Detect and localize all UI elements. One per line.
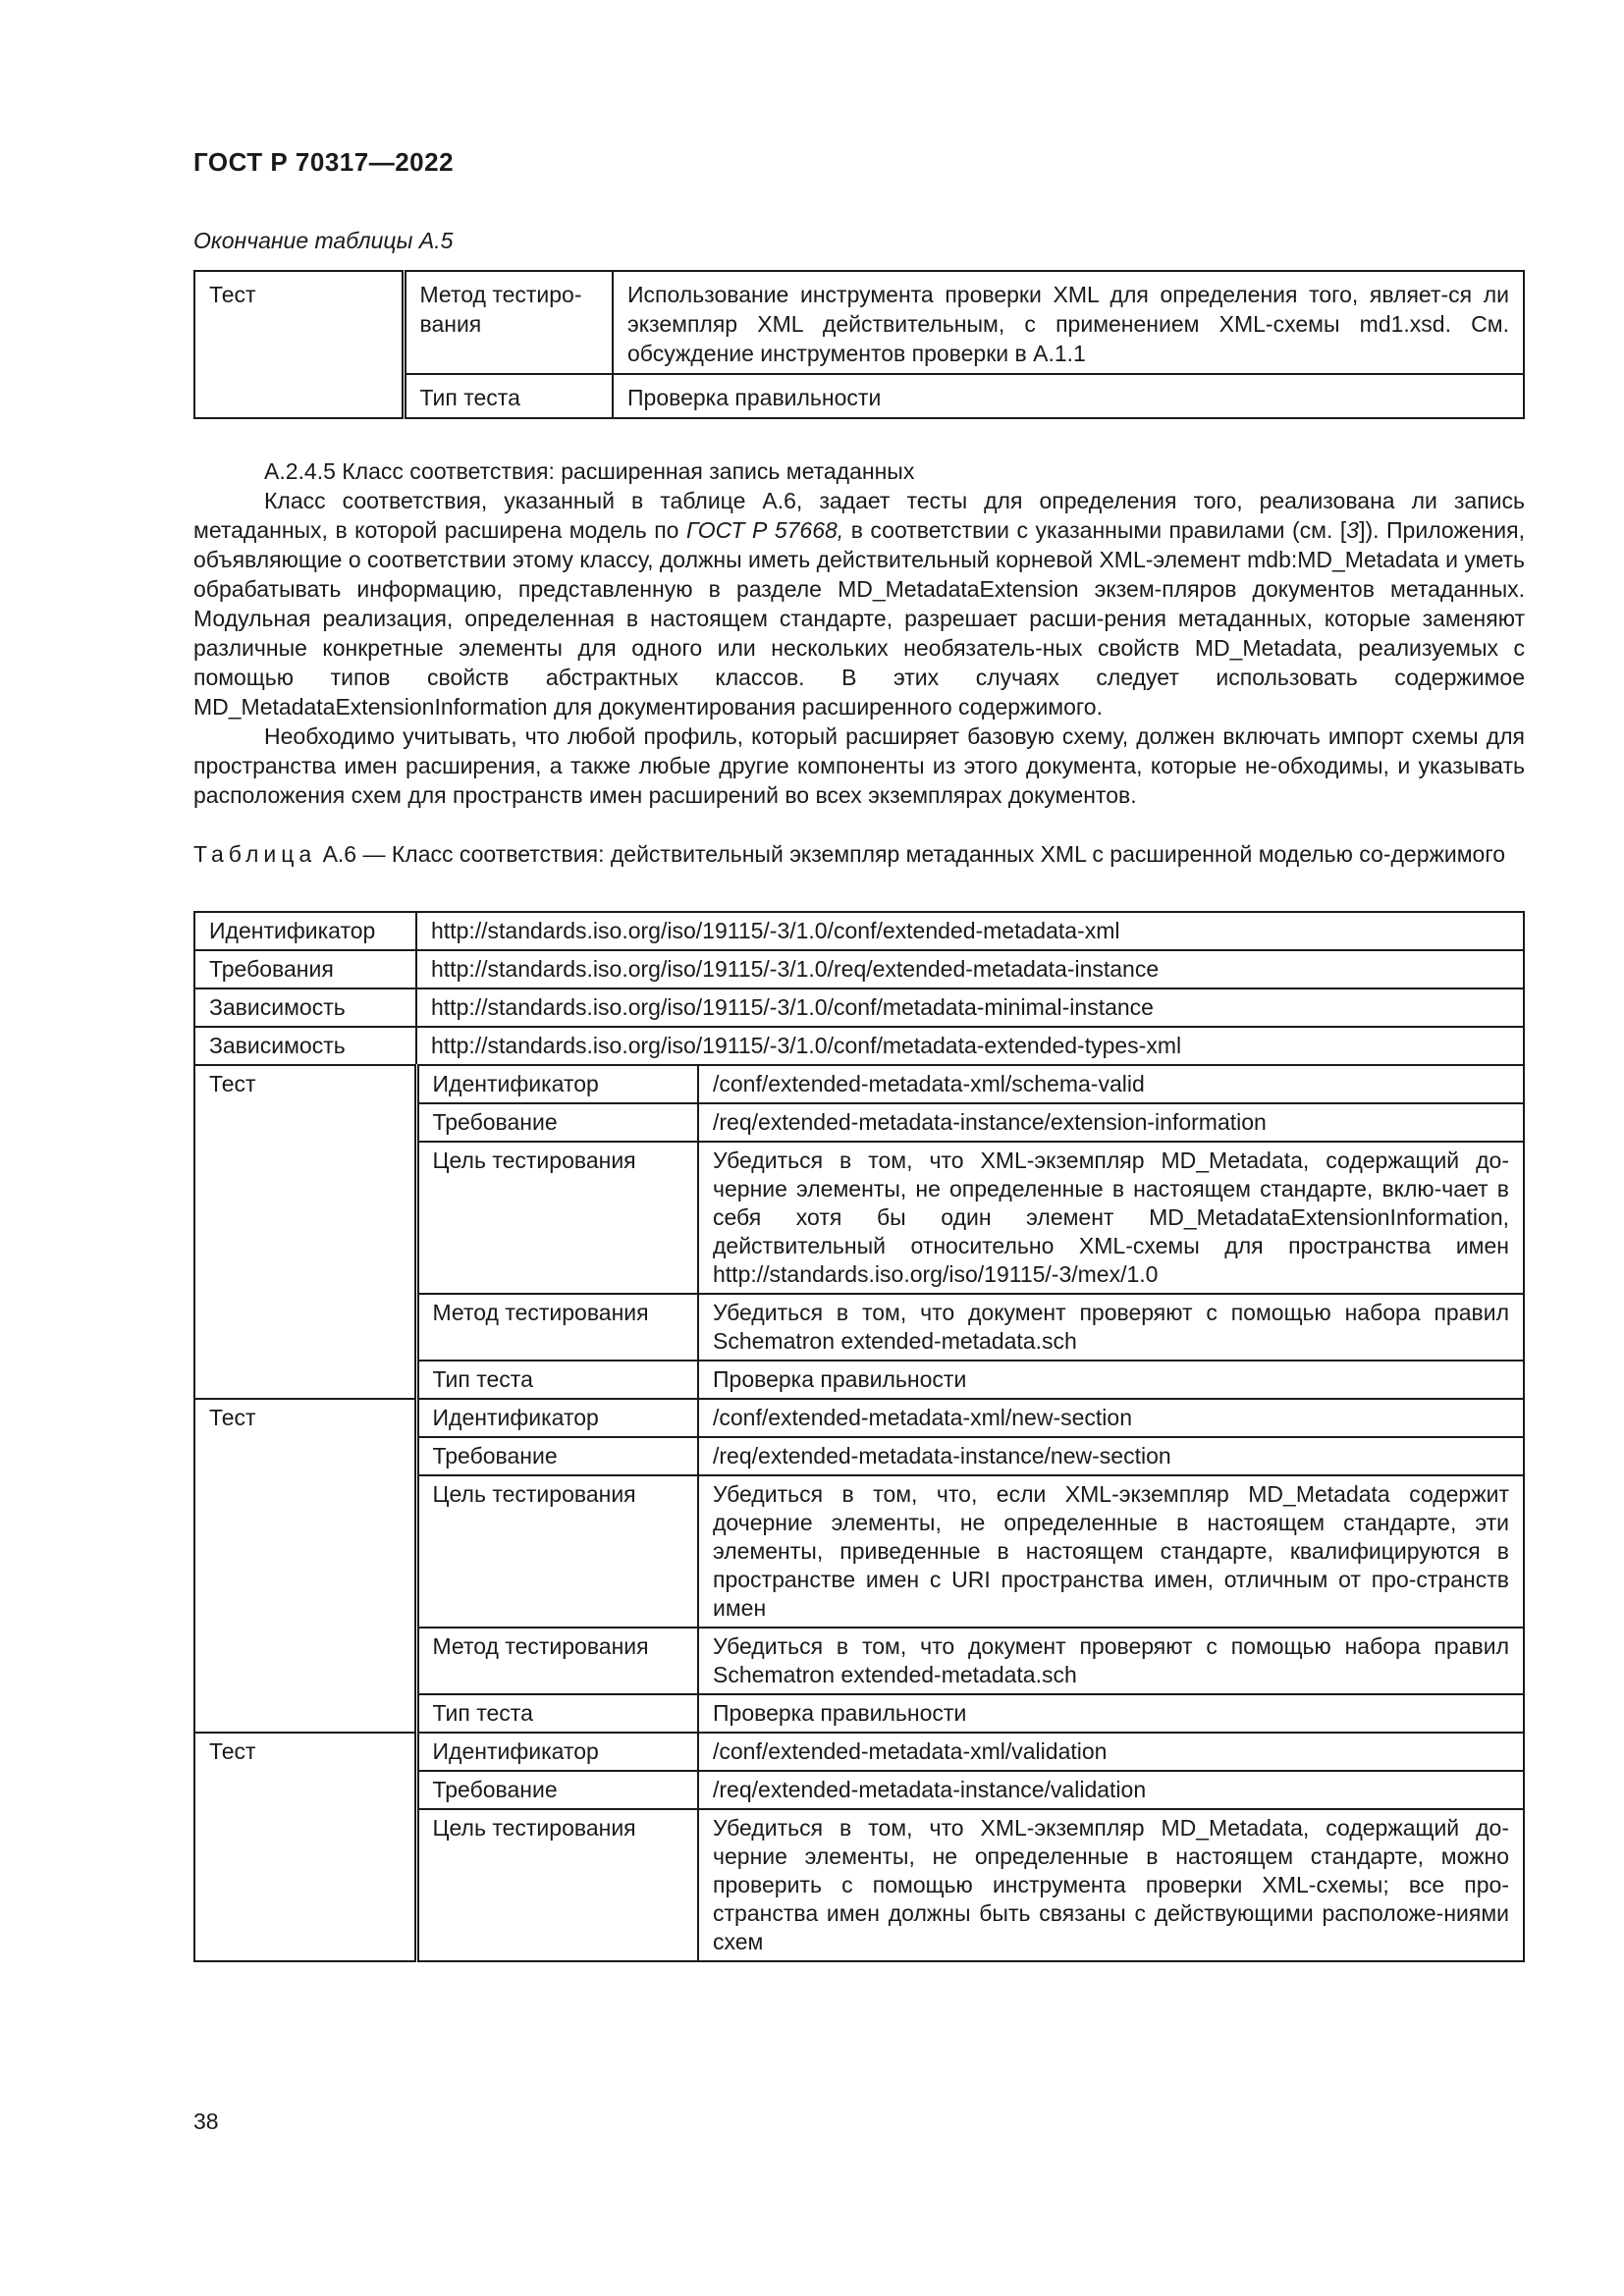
table-cell: Требование: [416, 1103, 698, 1142]
table-cell: Проверка правильности: [698, 1694, 1524, 1733]
table-a5: [193, 270, 1525, 419]
table-cell: http://standards.iso.org/iso/19115/-3/1.0/conf/metadata-extended-types-xml: [416, 1027, 1524, 1065]
table-cell: Убедиться в том, что, если XML-экземпляр MD_Metadata содержит дочерние элементы, не определенные в настоящем стандарте, эти элементы, приведенные в настоящем стандарте, квалифицируются в пространстве имен с URI пространства имен, отличным от про-странств имен: [698, 1475, 1524, 1628]
table-cell: Метод тестиро-вания: [404, 271, 613, 374]
table-cell: Тест: [194, 1399, 416, 1733]
table-cell: /conf/extended-metadata-xml/schema-valid: [698, 1065, 1524, 1103]
table-cell: Цель тестирования: [416, 1809, 698, 1961]
table-cell: Проверка правильности: [613, 374, 1524, 418]
table-row: [194, 1027, 1524, 1065]
table-cell: Цель тестирования: [416, 1475, 698, 1628]
table-cell: Цель тестирования: [416, 1142, 698, 1294]
table-cell: Тест: [194, 271, 404, 418]
caption-label: Таблица: [193, 841, 317, 867]
table-row: [194, 1065, 1524, 1103]
table-cell: Убедиться в том, что документ проверяют с помощью набора правил Schematron extended-metadata.sch: [698, 1628, 1524, 1694]
table-cell: Тип теста: [416, 1361, 698, 1399]
standard-reference: ГОСТ Р 57668,: [685, 517, 844, 543]
table-cell: Убедиться в том, что XML-экземпляр MD_Metadata, содержащий до-черние элементы, не определенные в настоящем стандарте, можно проверить с помощью инструмента проверки XML-схемы; все про-странства имен должны быть связаны с действующими расположе-ниями схем: [698, 1809, 1524, 1961]
table-row: [194, 988, 1524, 1027]
table-cell: Проверка правильности: [698, 1361, 1524, 1399]
table-cell: Идентификатор: [416, 1733, 698, 1771]
page-header: ГОСТ Р 70317—2022: [193, 147, 455, 177]
table-a6-caption: [193, 839, 1525, 869]
table-row: [194, 912, 1524, 950]
table-cell: Требование: [416, 1771, 698, 1809]
page-number: 38: [193, 2109, 219, 2134]
table-cell: Тест: [194, 1733, 416, 1961]
table-cell: /req/extended-metadata-instance/extension-information: [698, 1103, 1524, 1142]
table-cell: Убедиться в том, что XML-экземпляр MD_Metadata, содержащий до-черние элементы, не определенные в настоящем стандарте, вклю-чает в себя хотя бы один элемент MD_MetadataExtensionInformation, действительный относительно XML-схемы для пространства имен http://standards.iso.org/iso/19115/-3/mex/1.0: [698, 1142, 1524, 1294]
table-cell: Метод тестирования: [416, 1628, 698, 1694]
caption-text: А.6 — Класс соответствия: действительный экземпляр метаданных XML с расширенной моделью со-держимого: [322, 841, 1506, 867]
paragraph: Необходимо учитывать, что любой профиль, который расширяет базовую схему, должен включать импорт схемы для пространства имен расширения, а также любые другие компоненты из этого документа, которые не-обходимы, и указывать расположения схем для пространств имен расширений во всех экземплярах документов.: [193, 723, 1525, 808]
table-cell: http://standards.iso.org/iso/19115/-3/1.0/conf/metadata-minimal-instance: [416, 988, 1524, 1027]
table-cell: Убедиться в том, что документ проверяют с помощью набора правил Schematron extended-metadata.sch: [698, 1294, 1524, 1361]
body-text: [193, 456, 1525, 810]
citation: 3: [1346, 517, 1360, 543]
table-cell: Зависимость: [194, 1027, 416, 1065]
table-row: [194, 271, 1524, 374]
table-cell: Зависимость: [194, 988, 416, 1027]
table-cell: http://standards.iso.org/iso/19115/-3/1.0/conf/extended-metadata-xml: [416, 912, 1524, 950]
section-heading: А.2.4.5 Класс соответствия: расширенная запись метаданных: [264, 458, 915, 484]
table-a6: [193, 911, 1525, 1962]
table-cell: Требование: [416, 1437, 698, 1475]
table-cell: http://standards.iso.org/iso/19115/-3/1.0/req/extended-metadata-instance: [416, 950, 1524, 988]
table-row: [194, 950, 1524, 988]
table-cell: Тип теста: [404, 374, 613, 418]
table-a5-caption: Окончание таблицы А.5: [193, 228, 454, 253]
table-cell: /req/extended-metadata-instance/new-section: [698, 1437, 1524, 1475]
table-cell: Требования: [194, 950, 416, 988]
table-cell: /req/extended-metadata-instance/validation: [698, 1771, 1524, 1809]
table-cell: Тест: [194, 1065, 416, 1399]
table-cell: Использование инструмента проверки XML для определения того, являет-ся ли экземпляр XML действительным, с применением XML-схемы md1.xsd. См. обсуждение инструментов проверки в А.1.1: [613, 271, 1524, 374]
table-cell: /conf/extended-metadata-xml/validation: [698, 1733, 1524, 1771]
table-cell: Тип теста: [416, 1694, 698, 1733]
paragraph: Класс соответствия, указанный в таблице А.6, задает тесты для определения того, реализована ли запись метаданных, в которой расширена модель по ГОСТ Р 57668, в соответствии с указанными правилами (см. [3]). Приложения, объявляющие о соответствии этому классу, должны иметь действительный корневой XML-элемент mdb:MD_Metadata и уметь обрабатывать информацию, представленную в разделе MD_MetadataExtension экзем-пляров документов метаданных. Модульная реализация, определенная в настоящем стандарте, разрешает расши-рения метаданных, которые заменяют различные конкретные элементы для одного или нескольких необязатель-ных свойств MD_Metadata, реализуемых с помощью типов свойств абстрактных классов. В этих случаях следует использовать содержимое MD_MetadataExtensionInformation для документирования расширенного содержимого.: [193, 488, 1525, 720]
table-cell: /conf/extended-metadata-xml/new-section: [698, 1399, 1524, 1437]
table-cell: Идентификатор: [194, 912, 416, 950]
table-row: [194, 1399, 1524, 1437]
table-cell: Метод тестирования: [416, 1294, 698, 1361]
table-row: [194, 1733, 1524, 1771]
table-cell: Идентификатор: [416, 1065, 698, 1103]
table-cell: Идентификатор: [416, 1399, 698, 1437]
